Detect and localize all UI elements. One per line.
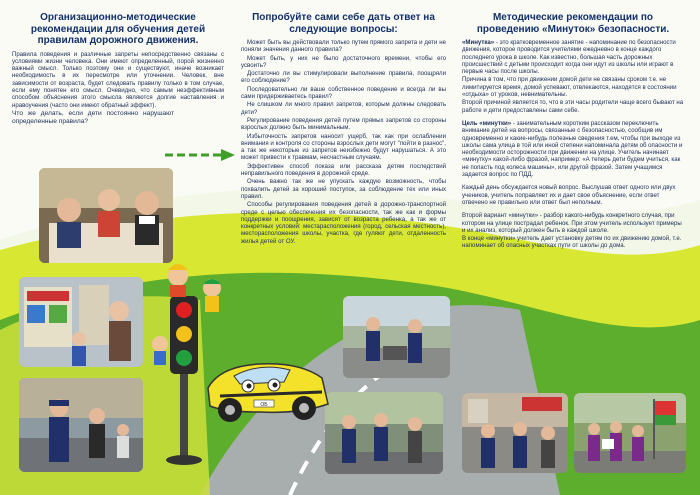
photo-parade-with-flags	[574, 393, 686, 473]
panel2-paragraph: Способы регулирования поведения детей в дорожно-транспортной среде с целью обеспечения их безопасности, так же как и формы поддержки и поощрения, зависят от возраста ребенка, а так же от конкретных условий: местарасположения (город, сельская местность), месторасположения школы, участка, где гуляют дети, отдаленность жилья детей от ОУ.	[241, 201, 446, 245]
panel2-paragraph: Регулирование поведения детей путем прямых запретов со стороны взрослых должно быть минимальным.	[241, 116, 446, 132]
photo-inspector-with-child	[19, 378, 143, 472]
arrow-icon	[165, 148, 235, 162]
panel3-title: Методические рекомендации по проведению «Минуток» безопасности.	[476, 12, 670, 35]
panel3-paragraph: Каждый день обсуждается новый вопрос. Выслушав ответ одного или двух учеников, учитель поправляет их и дает свое объяснение, если ответ отвечено не правильно или ответ был неполным.	[462, 184, 676, 206]
panel2-paragraph: Очень важно так же не упускать каждую возможность, чтобы похвалить детей за хороший поступок, за соблюдение тех или иных правил.	[241, 178, 446, 200]
panel3-paragraph: В конце «минутки» учитель дает установку детям по их движению домой, т.е. напоминает об опасных участках пути от школы до дома.	[462, 235, 682, 250]
panel2-text	[241, 39, 446, 245]
panel2-title: Попробуйте сами себе дать ответ на следующие вопросы:	[252, 12, 435, 35]
panel3-paragraph: Цель «минутки» - занимательным коротким рассказом переключить внимание детей на вопросы, связанные с безопасностью, сообщив им одновременно и какие-нибудь полезные сведения т.ем, чтобы при выходе из школы сама улица в той или иной степени напоминала детям об опасности и необходимости осторожности при движении на улице. Учитель начинает «минутку» какой-либо фразой, например: «А теперь дети будем учиться, как не попасть под колеса машины», или другой фразой. Затем учащимся задается вопрос по ПДД.	[462, 119, 683, 179]
panel-self-questions	[241, 12, 446, 246]
panel2-paragraph: Может быть, у них не было достаточного времени, чтобы его усвоить?	[241, 54, 446, 69]
panel-safety-minutes	[462, 12, 684, 251]
panel2-paragraph: Достаточно ли вы стимулировали выполнение правила, поощряли его соблюдение?	[241, 70, 446, 85]
traffic-light-illustration	[150, 258, 335, 468]
panel2-paragraph: Избыточность запретов наносит ущерб, так как при ослаблении внимания и контроля со стороны взрослых дети могут "пойти в разнос", а так же некоторые из запретов неизбежно будут нарушаться. А это может привести к травмам, несчастным случаям.	[241, 132, 446, 162]
panel1-title: Организационно-методические рекомендации для обучения детей правилам дорожного движения.	[30, 12, 206, 46]
panel3-paragraph: Второй вариант «минутки» - разбор какого-нибудь конкретного случая, при котором на улице пострадал ребенок. При этом учитель использует примеры и их анализ, который должен быть в каждой школе.	[462, 212, 682, 234]
photo-inspector-street-crossing	[343, 296, 450, 378]
photo-children-at-table	[39, 168, 173, 263]
panel3-term-minutka: «Минутка»	[462, 39, 495, 46]
panel-organizational-recommendations	[12, 12, 224, 127]
panel2-paragraph: Последовательно ли ваше собственное поведение и всегда ли вы сами придерживаетесь правил?	[241, 85, 446, 101]
panel3-paragraph: Причина в том, что при движении домой дети не связаны сроком т.е. не лимитируется время, домой успевают, отвлекаются, находятся в состоянии «отдыха» от уроков, невнимательны.	[462, 76, 677, 99]
panel3-paragraph: «Минутка» - это кратковременное занятие - напоминание по безопасности движения, которое проводится учителями ежедневно в конце каждого последнего урока в школе. Как известно, большая часть дорожных происшествий с детьми происходит когда они идут из школы или играют в первые часы после школы.	[462, 39, 676, 76]
panel2-paragraph: Может быть вы действовали только путем прямого запрета и дети не поняли значения данного правила?	[241, 39, 446, 54]
panel3-text	[462, 39, 684, 250]
panel2-paragraph: Эффективен способ показа или рассказа детям последствий неправильного поведения в дорожной среде.	[241, 162, 446, 178]
panel3-paragraph: Второй причиной является то, что в эти часы родители чаще всего бывают на работе и дети предоставлены сами себе.	[462, 99, 684, 114]
photo-inspectors-at-building	[462, 393, 568, 473]
panel1-body: Правила поведения и различные запреты непосредственно связаны с условиями жизни человека. Они имеют определенный, порой жизненно важный смысл. Только поэтому они и существуют, иначе возникает необходимость в их пересмотре или уточнении. Человек, вне зависимости от возраста, будет следовать правилу только в том случае, если ему понятен его смысл. Очевидно, что самым неэффективным способом объяснения этого смысла являются долгие наставления и нравоучения (часто они имеют обратный эффект).	[12, 50, 224, 109]
panel2-paragraph: Не слишком ли много правил запретов, которым должны следовать дети?	[241, 101, 446, 116]
car-plate-text: ОБ	[260, 402, 268, 408]
panel1-text	[12, 51, 224, 126]
photo-classroom-stand	[19, 277, 143, 367]
panel3-term-goal: Цель «минутки»	[462, 119, 512, 127]
photo-inspectors-with-pedestrians	[325, 392, 443, 474]
panel1-question: Что же делать, если дети постоянно нарушают определенные правила?	[12, 109, 174, 125]
